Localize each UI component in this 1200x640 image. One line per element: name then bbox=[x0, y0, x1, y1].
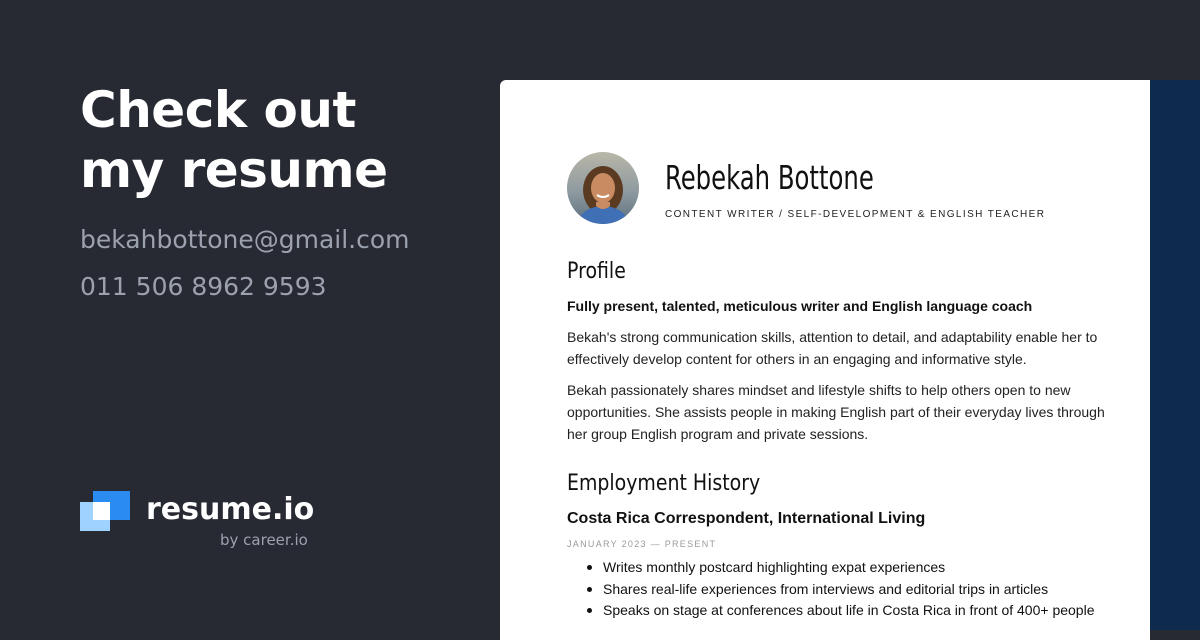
brand-byline: by career.io bbox=[220, 531, 308, 549]
profile-heading: Profile bbox=[567, 259, 626, 284]
job-bullet: Writes monthly postcard highlighting expat experiences bbox=[583, 557, 1094, 579]
contact-phone[interactable]: 011 506 8962 9593 bbox=[80, 272, 327, 301]
headline-line-2: my resume bbox=[80, 141, 388, 199]
job-bullet-list bbox=[583, 557, 1094, 622]
promo-panel bbox=[80, 0, 480, 630]
job-bullet: Shares real-life experiences from interviews and editorial trips in articles bbox=[583, 579, 1094, 601]
profile-lead: Fully present, talented, meticulous writer and English language coach bbox=[567, 298, 1033, 314]
resume-io-logo-icon bbox=[80, 491, 130, 531]
headline-line-1: Check out bbox=[80, 81, 356, 139]
brand-name: resume.io bbox=[146, 492, 315, 527]
contact-email[interactable]: bekahbottone@gmail.com bbox=[80, 225, 410, 254]
navy-side-panel bbox=[1150, 80, 1200, 630]
profile-photo-avatar bbox=[567, 152, 639, 224]
employment-heading: Employment History bbox=[567, 471, 761, 496]
resume-document bbox=[500, 80, 1150, 640]
profile-paragraph: Bekah's strong communication skills, attention to detail, and adaptability enable her to effectively develop content for others in an engaging and informative style. bbox=[567, 329, 1098, 367]
job-bullet: Speaks on stage at conferences about life in Costa Rica in front of 400+ people bbox=[583, 600, 1094, 622]
profile-paragraph: Bekah passionately shares mindset and lifestyle shifts to help others open to new opportunities. She assists people in making English part of their everyday lives through her group English program and private sessions. bbox=[567, 382, 1105, 442]
brand-logo[interactable] bbox=[80, 490, 340, 550]
job-dates: JANUARY 2023 — PRESENT bbox=[567, 539, 717, 549]
resume-role: CONTENT WRITER / SELF-DEVELOPMENT & ENGLISH TEACHER bbox=[665, 209, 1046, 220]
job-title: Costa Rica Correspondent, International Living bbox=[567, 510, 926, 527]
resume-name: Rebekah Bottone bbox=[665, 158, 874, 197]
headline bbox=[80, 80, 388, 200]
